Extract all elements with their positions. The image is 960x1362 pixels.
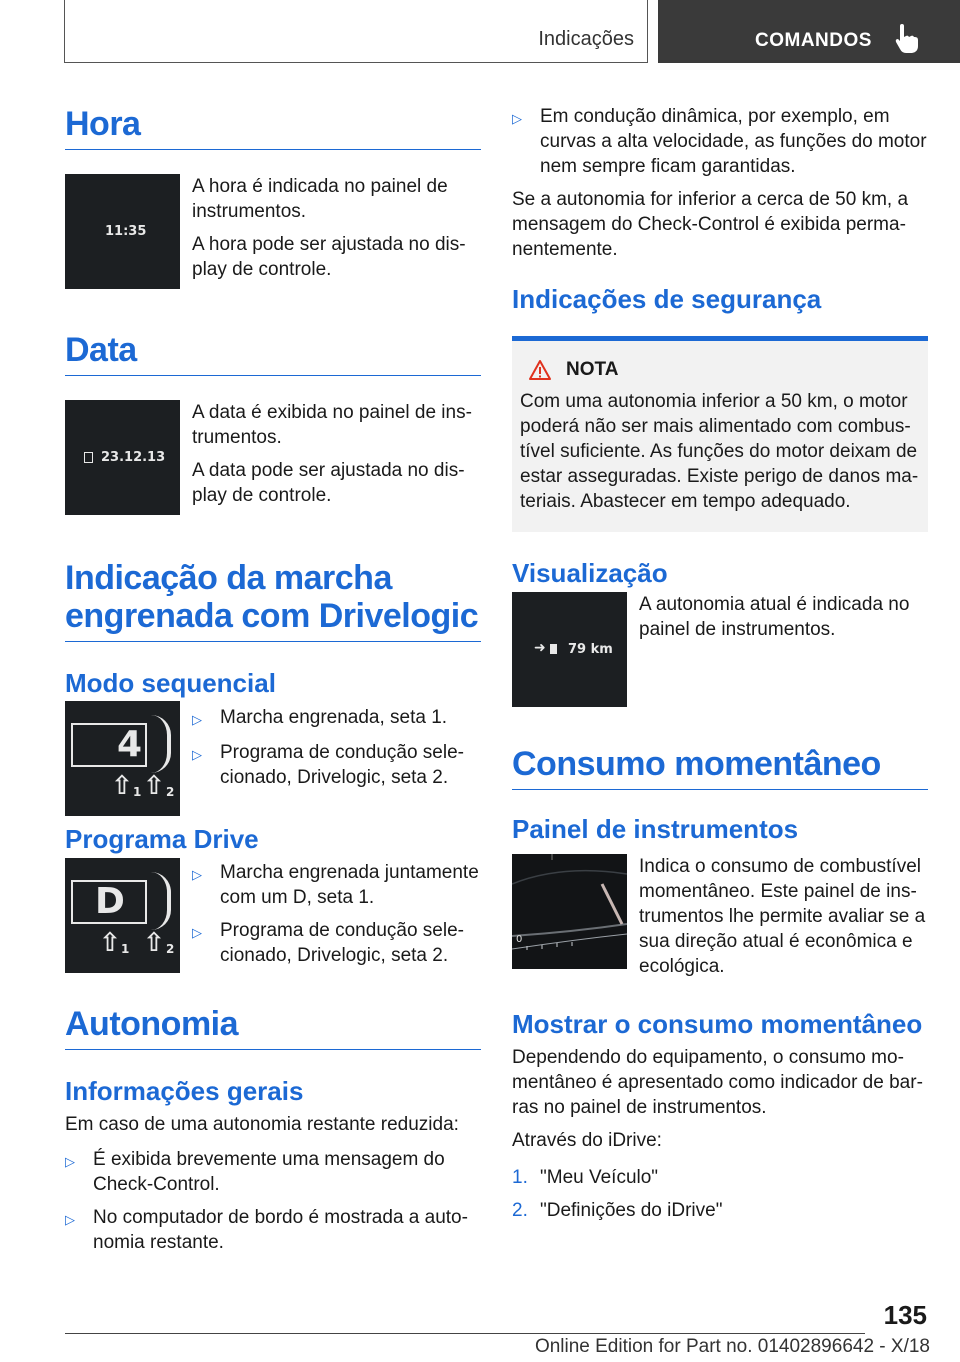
fuel-pump-icon xyxy=(550,644,557,654)
note-header xyxy=(528,359,920,381)
up-arrow-icon: ⇧ xyxy=(99,928,121,958)
bullet-triangle-icon: ▷ xyxy=(192,925,202,940)
gauge-arc xyxy=(151,715,171,773)
list-item: ▷ É exibida brevemente uma mensagem do Check-Control. xyxy=(65,1149,445,1195)
visualizacao-heading: Visualização xyxy=(512,558,668,588)
footer-divider xyxy=(65,1333,865,1334)
arrow-1-label: 1 xyxy=(121,942,130,956)
drive-block xyxy=(65,858,481,973)
gear-display-image xyxy=(65,701,180,816)
step-text: "Meu Veículo" xyxy=(540,1167,659,1188)
seguranca-heading: Indicações de segurança xyxy=(512,284,822,314)
arrow-2-label: 2 xyxy=(166,785,175,799)
data-paragraph-1: A data é exibida no painel de instrumentos. xyxy=(192,402,472,448)
footer-edition: Online Edition for Part no. 01402896642 - X/18 xyxy=(534,1336,930,1357)
marcha-heading: Indicação da marcha engrenada com Drivelogic xyxy=(65,559,481,642)
data-text xyxy=(192,400,481,508)
list-item: ▷ Marcha engrenada, seta 1. xyxy=(192,705,481,732)
fuel-arrow-icon: ➜ xyxy=(534,640,546,656)
step-number: 2. xyxy=(512,1200,528,1221)
header-chapter-tab xyxy=(658,0,960,63)
data-block xyxy=(65,400,481,515)
left-column xyxy=(65,100,481,1255)
sequencial-heading: Modo sequencial xyxy=(65,668,276,698)
sequencial-list xyxy=(192,701,481,790)
step-number: 1. xyxy=(512,1167,528,1188)
hora-paragraph-2: A hora pode ser ajustada no display de controle. xyxy=(192,234,466,280)
autonomia-paragraph: Se a autonomia for inferior a cerca de 50 km, a mensagem do Check-Control é exibida permanentemente. xyxy=(512,189,909,260)
consumption-gauge-icon xyxy=(512,854,627,969)
via-paragraph: Através do iDrive: xyxy=(512,1130,662,1151)
drive-heading: Programa Drive xyxy=(65,824,259,854)
arrow-2-label: 2 xyxy=(166,942,175,956)
bullet-triangle-icon: ▷ xyxy=(192,712,202,727)
hora-block xyxy=(65,174,481,289)
painel-text: Indica o consumo de combustível momentâneo. Este painel de instrumentos lhe permite avaliar se a sua direção atual é econômica e ecológica. xyxy=(639,856,926,977)
calendar-icon xyxy=(84,452,93,463)
drive-list xyxy=(192,858,481,968)
date-display-image xyxy=(65,400,180,515)
bullet-triangle-icon: ▷ xyxy=(65,1212,75,1227)
gauge-zero-label: 0 xyxy=(516,934,523,945)
painel-heading: Painel de instrumentos xyxy=(512,814,799,844)
gear-value: 4 xyxy=(117,724,143,765)
safety-note xyxy=(512,336,928,532)
data-paragraph-2: A data pode ser ajustada no display de controle. xyxy=(192,460,465,506)
autonomia-intro: Em caso de uma autonomia restante reduzida: xyxy=(65,1114,459,1135)
bullet-triangle-icon: ▷ xyxy=(512,111,522,126)
list-item: ▷ Marcha engrenada juntamente com um D, seta 1. xyxy=(192,862,479,908)
up-arrow-icon: ⇧ xyxy=(143,928,165,958)
drive-display-image xyxy=(65,858,180,973)
up-arrow-icon: ⇧ xyxy=(143,771,165,801)
data-heading: Data xyxy=(65,331,481,376)
range-display-image xyxy=(512,592,627,707)
hora-text xyxy=(192,174,481,282)
up-arrow-icon: ⇧ xyxy=(111,771,133,801)
gear-value: D xyxy=(95,881,125,922)
bullet-triangle-icon: ▷ xyxy=(192,747,202,762)
bullet-triangle-icon: ▷ xyxy=(192,867,202,882)
list-item: ▷ No computador de bordo é mostrada a autonomia restante. xyxy=(65,1207,468,1253)
header-section-title: Indicações xyxy=(538,28,634,50)
list-item: ▷ Programa de condução selecionado, Drivelogic, seta 2. xyxy=(192,920,464,966)
list-item: ▷ Programa de condução selecionado, Drivelogic, seta 2. xyxy=(192,742,464,788)
arrow-1-label: 1 xyxy=(133,785,142,799)
gauge-arc xyxy=(151,872,171,930)
mostrar-paragraph: Dependendo do equipamento, o consumo momentâneo é apresentado como indicador de barras no painel de instrumentos. xyxy=(512,1047,923,1118)
instrument-cluster-image xyxy=(512,854,627,969)
note-label: NOTA xyxy=(566,359,619,380)
bullet-triangle-icon: ▷ xyxy=(65,1154,75,1169)
right-column xyxy=(512,104,928,1223)
clock-display-image xyxy=(65,174,180,289)
page-number: 135 xyxy=(883,1300,927,1330)
list-item: ▷ Em condução dinâmica, por exemplo, em curvas a alta velocidade, as funções do motor nem sempre ficam garantidas. xyxy=(512,106,927,177)
informacoes-gerais-heading: Informações gerais xyxy=(65,1076,304,1106)
autonomia-heading: Autonomia xyxy=(65,1005,481,1050)
hora-paragraph-1: A hora é indicada no painel de instrumentos. xyxy=(192,176,448,222)
sequencial-block xyxy=(65,701,481,816)
range-display-text: 79 km xyxy=(568,642,613,657)
hora-heading: Hora xyxy=(65,100,481,150)
list-item xyxy=(512,1165,928,1190)
clock-display-text: 11:35 xyxy=(105,224,147,239)
header-chapter-label: COMANDOS xyxy=(755,30,872,51)
date-display-text: 23.12.13 xyxy=(101,450,166,465)
warning-triangle-icon xyxy=(528,359,552,381)
visualizacao-block xyxy=(512,592,928,707)
note-text: Com uma autonomia inferior a 50 km, o motor poderá não ser mais alimentado com combustível suficiente. As funções do motor deixam de estar asseguradas. Existe perigo de danos materiais. Abastecer em tempo adequado. xyxy=(520,391,919,512)
mostrar-heading: Mostrar o consumo momentâneo xyxy=(512,1009,923,1039)
step-text: "Definições do iDrive" xyxy=(540,1200,723,1221)
list-item xyxy=(512,1198,928,1223)
visualizacao-text: A autonomia atual é indicada no painel de instrumentos. xyxy=(639,594,910,640)
pointing-hand-icon xyxy=(894,24,920,54)
consumo-heading: Consumo momentâneo xyxy=(512,745,928,790)
painel-block xyxy=(512,854,928,979)
